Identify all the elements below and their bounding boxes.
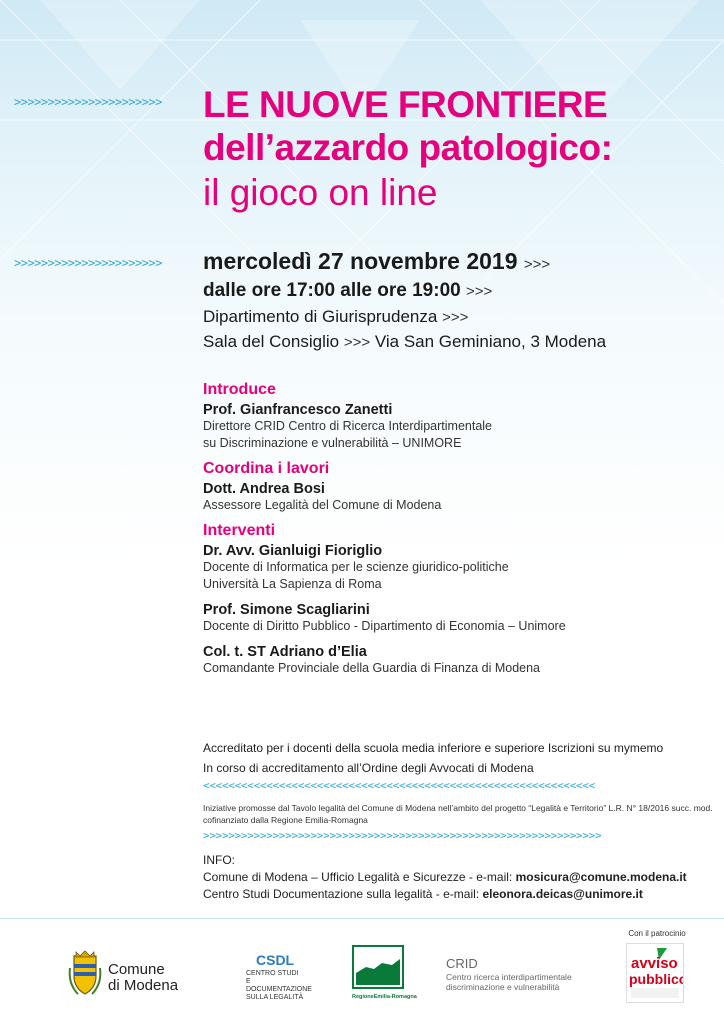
speaker-role: Università La Sapienza di Roma [203, 577, 382, 591]
section-coordina: Coordina i lavori [203, 460, 330, 477]
accreditation-line: In corso di accreditamento all’Ordine degli Avvocati di Modena [203, 761, 534, 775]
patrocinio [618, 929, 696, 1003]
regione-logo [352, 945, 417, 1000]
speaker-role: Direttore CRID Centro di Ricerca Interdipartimentale [203, 419, 492, 433]
speaker-role: su Discriminazione e vulnerabilità – UNIMORE [203, 436, 462, 450]
speaker-name: Prof. Gianfrancesco Zanetti [203, 402, 393, 418]
arrows-decoration: >>> [466, 283, 493, 300]
event-time: dalle ore 17:00 alle ore 19:00 >>> [203, 280, 493, 301]
comune-name: Comune di Modena [108, 961, 179, 994]
title-line-2: dell’azzardo patologico: [203, 127, 613, 168]
speaker-role: Docente di Diritto Pubblico - Dipartimento di Economia – Unimore [203, 619, 566, 633]
footer-divider [0, 918, 724, 919]
regione-emblem-icon [352, 945, 404, 989]
pubblico-word: pubblico [629, 971, 683, 987]
crid-logo [446, 956, 572, 992]
speaker-role: Comandante Provinciale della Guardia di Finanza di Modena [203, 661, 541, 675]
accreditation-line: Accreditato per i docenti della scuola media inferiore e superiore Iscrizioni su mymemo [203, 741, 664, 755]
speaker-name: Dr. Avv. Gianluigi Fioriglio [203, 543, 383, 559]
event-venue: Dipartimento di Giurisprudenza >>> [203, 307, 469, 326]
section-introduce: Introduce [203, 381, 276, 398]
event-date: mercoledì 27 novembre 2019 >>> [203, 248, 551, 274]
speaker-role: Assessore Legalità del Comune di Modena [203, 498, 442, 512]
chevron-decoration: >>>>>>>>>>>>>>>>>>>>>> [14, 95, 162, 109]
speaker-name: Prof. Simone Scagliarini [203, 602, 370, 618]
csdl-name: CENTRO STUDI E DOCUMENTAZIONE SULLA LEGALITÀ [246, 970, 312, 1001]
project-note: Iniziative promosse dal Tavolo legalità del Comune di Modena nell’ambito del progetto “Legalità e Territorio” L.R. N° 18/2016 succ. mod. cofinanziato dalla Regione Emilia-Romagna [203, 803, 713, 825]
program [203, 381, 566, 677]
info-line: Comune di Modena – Ufficio Legalità e Sicurezze - e-mail: mosicura@comune.modena.it [203, 870, 687, 884]
patrocinio-label: Con il patrocinio [628, 929, 686, 938]
event-room: Sala del Consiglio >>> Via San Geminiano, 3 Modena [203, 332, 607, 351]
title-line-1: LE NUOVE FRONTIERE [203, 84, 608, 125]
avviso-word: avviso [631, 955, 678, 972]
info-label: INFO: [203, 853, 235, 867]
poster-title [203, 86, 612, 211]
chevron-decoration: >>>>>>>>>>>>>>>>>>>>>> [14, 256, 162, 270]
email-link[interactable]: eleonora.deicas@unimore.it [482, 887, 643, 901]
chevron-divider: >>>>>>>>>>>>>>>>>>>>>>>>>>>>>>>>>>>>>>>>>>>>>>>>>>>>>>>>>>>>>>> [203, 829, 602, 842]
accreditation [203, 738, 663, 778]
email-link[interactable]: mosicura@comune.modena.it [515, 870, 687, 884]
arrows-decoration: >>> [442, 309, 469, 326]
chevron-divider: <<<<<<<<<<<<<<<<<<<<<<<<<<<<<<<<<<<<<<<<<<<<<<<<<<<<<<<<<<<<<< [203, 779, 595, 792]
crid-acronym: CRID [446, 956, 478, 971]
info-line: Centro Studi Documentazione sulla legalità - e-mail: eleonora.deicas@unimore.it [203, 887, 643, 901]
avviso-pubblico-icon [627, 944, 683, 1002]
event-details [203, 248, 606, 352]
comune-modena-logo [66, 948, 186, 1003]
event-address: Via San Geminiano, 3 Modena [374, 332, 607, 351]
crid-name: Centro ricerca interdipartimentale discriminazione e vulnerabilità [446, 972, 572, 992]
title-line-3: il gioco on line [203, 172, 438, 213]
avviso-pubblico-logo [626, 943, 684, 1003]
regione-name: RegioneEmilia-Romagna [352, 994, 417, 1000]
speaker-role: Docente di Informatica per le scienze giuridico-politiche [203, 560, 509, 574]
crest-icon [66, 950, 104, 998]
csdl-acronym: CSDL [256, 952, 295, 968]
arrows-decoration: >>> [523, 256, 551, 273]
info-block [203, 852, 687, 903]
footer-logos [0, 925, 724, 1024]
speaker-name: Col. t. ST Adriano d’Elia [203, 644, 367, 660]
speaker-name: Dott. Andrea Bosi [203, 481, 325, 497]
csdl-logo [246, 952, 316, 1002]
section-interventi: Interventi [203, 522, 276, 539]
arrows-decoration: >>> [343, 334, 371, 351]
